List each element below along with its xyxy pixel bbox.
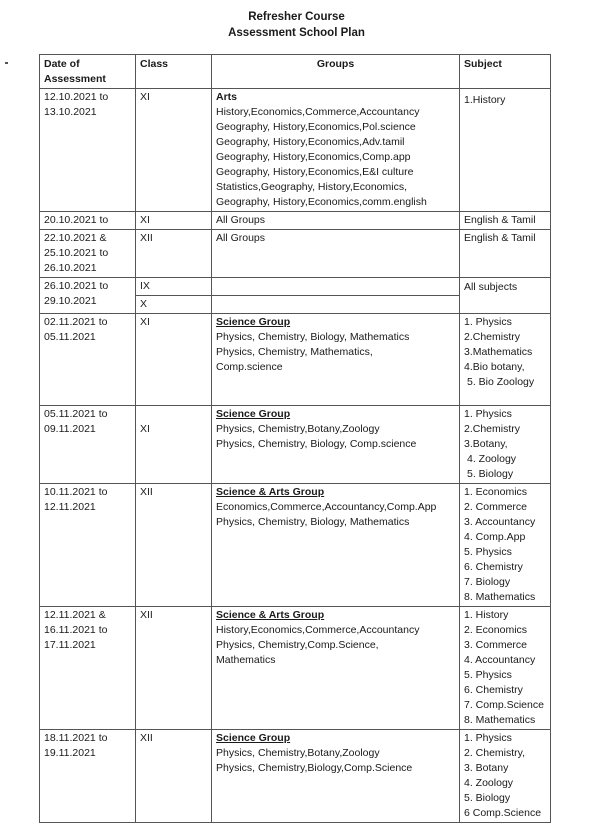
table-row [40, 212, 551, 230]
groups-cell [212, 730, 460, 823]
subject-line: 2.Chemistry [464, 423, 521, 435]
subject-line: 6. Chemistry [464, 561, 523, 573]
subject-cell [460, 314, 551, 406]
class-cell: XII [136, 484, 212, 607]
group-line: Comp.science [216, 361, 283, 373]
subject-cell [460, 406, 551, 484]
subject-line: 2.Chemistry [464, 331, 521, 343]
date-line: 29.10.2021 [44, 295, 97, 307]
group-line: Physics, Chemistry, Mathematics, [216, 346, 373, 358]
group-line: All Groups [216, 232, 266, 244]
subject-line: 3. Botany [464, 762, 509, 774]
group-title: Science & Arts Group [216, 486, 325, 498]
date-line: 02.11.2021 to [44, 316, 108, 328]
groups-cell [212, 230, 460, 278]
subject-line: 6 Comp.Science [464, 807, 542, 819]
group-line: Physics, Chemistry, Biology, Mathematics [216, 516, 410, 528]
date-line: 16.11.2021 to [44, 624, 108, 636]
subject-line: 4.Bio botany, [464, 361, 525, 373]
table-row [40, 230, 551, 278]
subject-cell [460, 89, 551, 212]
groups-cell [212, 314, 460, 406]
table-row [40, 278, 551, 296]
date-cell [40, 406, 136, 484]
subject-line: 1. Economics [464, 486, 528, 498]
group-line: Physics, Chemistry, Biology, Mathematics [216, 331, 410, 343]
table-row [40, 89, 551, 212]
date-cell [40, 314, 136, 406]
date-line: 12.10.2021 to [44, 91, 109, 103]
groups-cell [212, 406, 460, 484]
table-row [40, 314, 551, 406]
header-date-text: Date of Assessment [44, 58, 106, 85]
date-cell [40, 484, 136, 607]
group-line: Physics, Chemistry,Biology,Comp.Science [216, 762, 413, 774]
table-row [40, 730, 551, 823]
date-cell [40, 278, 136, 314]
group-line: Geography, History,Economics,comm.english [216, 196, 427, 208]
subject-line: 4. Zoology [467, 453, 517, 465]
header-groups: Groups [212, 55, 460, 89]
date-line: 25.10.2021 to [44, 247, 109, 259]
subject-line: 3.Mathematics [464, 346, 533, 358]
groups-cell [212, 296, 460, 314]
subject-cell [460, 607, 551, 730]
subject-line: 4. Comp.App [464, 531, 526, 543]
group-title: Arts [216, 91, 238, 103]
date-line: 12.11.2021 & [44, 609, 106, 621]
subject-line: 1. Physics [464, 316, 512, 328]
group-line: History,Economics,Commerce,Accountancy [216, 106, 420, 118]
group-title: Science & Arts Group [216, 609, 325, 621]
date-line: 13.10.2021 [44, 106, 97, 118]
header-subject: Subject [460, 55, 551, 89]
class-cell: XI [136, 406, 212, 484]
date-line: 05.11.2021 [44, 331, 96, 343]
subject-line: 4. Zoology [464, 777, 514, 789]
group-line: Geography, History,Economics,Adv.tamil [216, 136, 405, 148]
date-line: 17.11.2021 [44, 639, 96, 651]
date-line: 05.11.2021 to [44, 408, 108, 420]
date-cell [40, 212, 136, 230]
subject-line: 7. Biology [464, 576, 511, 588]
subject-line: English & Tamil [464, 214, 536, 226]
group-line: Economics,Commerce,Accountancy,Comp.App [216, 501, 437, 513]
header-class: Class [136, 55, 212, 89]
date-line: 12.11.2021 [44, 501, 96, 513]
subject-line: 3. Commerce [464, 639, 528, 651]
date-line: 09.11.2021 [44, 423, 96, 435]
subject-line: 4. Accountancy [464, 654, 536, 666]
groups-cell [212, 484, 460, 607]
class-cell: X [136, 296, 212, 314]
subject-line: 1. Physics [464, 732, 512, 744]
subject-line: 3.Botany, [464, 438, 508, 450]
group-title: Science Group [216, 316, 291, 328]
class-cell: XII [136, 730, 212, 823]
group-line: Geography, History,Economics,Pol.science [216, 121, 416, 133]
header-date [40, 55, 136, 89]
group-line: History,Economics,Commerce,Accountancy [216, 624, 420, 636]
subject-cell [460, 730, 551, 823]
subject-cell [460, 484, 551, 607]
subject-line: 2. Chemistry, [464, 747, 526, 759]
subject-line: 8. Mathematics [464, 714, 536, 726]
class-cell: IX [136, 278, 212, 296]
subject-cell [460, 230, 551, 278]
group-line: Physics, Chemistry,Comp.Science, [216, 639, 379, 651]
group-line: Statistics,Geography, History,Economics, [216, 181, 408, 193]
group-line: Physics, Chemistry, Biology, Comp.science [216, 438, 417, 450]
assessment-table [39, 54, 551, 823]
document-subtitle: Assessment School Plan [228, 27, 365, 39]
date-cell [40, 230, 136, 278]
subject-cell [460, 278, 551, 314]
class-cell: XI [136, 314, 212, 406]
table-row [40, 406, 551, 484]
subject-line: 2. Commerce [464, 501, 528, 513]
table-header-row [40, 55, 551, 89]
group-line: Geography, History,Economics,Comp.app [216, 151, 411, 163]
table-row [40, 607, 551, 730]
class-cell: XI [136, 89, 212, 212]
groups-cell [212, 212, 460, 230]
group-line: Physics, Chemistry,Botany,Zoology [216, 423, 380, 435]
subject-line: 7. Comp.Science [464, 699, 544, 711]
subject-line: 8. Mathematics [464, 591, 536, 603]
subject-line: 6. Chemistry [464, 684, 523, 696]
subject-line: 2. Economics [464, 624, 528, 636]
class-cell: XI [136, 212, 212, 230]
groups-cell [212, 89, 460, 212]
date-cell [40, 730, 136, 823]
table-row [40, 484, 551, 607]
groups-cell [212, 607, 460, 730]
date-line: 18.11.2021 to [44, 732, 108, 744]
date-line: 19.11.2021 [44, 747, 96, 759]
group-line: Physics, Chemistry,Botany,Zoology [216, 747, 380, 759]
group-title: Science Group [216, 408, 291, 420]
groups-cell [212, 278, 460, 296]
date-line: 10.11.2021 to [44, 486, 108, 498]
date-line: 26.10.2021 [44, 262, 97, 274]
group-line: All Groups [216, 214, 266, 226]
date-line: 26.10.2021 to [44, 280, 109, 292]
subject-line: 5. Biology [464, 792, 511, 804]
subject-line: English & Tamil [464, 232, 536, 244]
subject-line: 5. Biology [467, 468, 514, 480]
subject-line: 1. Physics [464, 408, 512, 420]
subject-line: All subjects [464, 281, 518, 293]
class-cell: XII [136, 230, 212, 278]
scan-mark [5, 62, 8, 64]
date-line: 22.10.2021 & [44, 232, 107, 244]
group-title: Science Group [216, 732, 291, 744]
date-line: 20.10.2021 to [44, 214, 109, 226]
subject-line: 5. Physics [464, 669, 512, 681]
subject-line: 3. Accountancy [464, 516, 536, 528]
subject-line: 5. Bio Zoology [467, 376, 535, 388]
class-cell: XII [136, 607, 212, 730]
subject-line: 5. Physics [464, 546, 512, 558]
group-line: Geography, History,Economics,E&I culture [216, 166, 414, 178]
group-line: Mathematics [216, 654, 276, 666]
date-cell [40, 607, 136, 730]
date-cell [40, 89, 136, 212]
subject-line: 1. History [464, 609, 509, 621]
subject-cell [460, 212, 551, 230]
subject-line: 1.History [464, 94, 506, 106]
document-title: Refresher Course [248, 11, 345, 23]
